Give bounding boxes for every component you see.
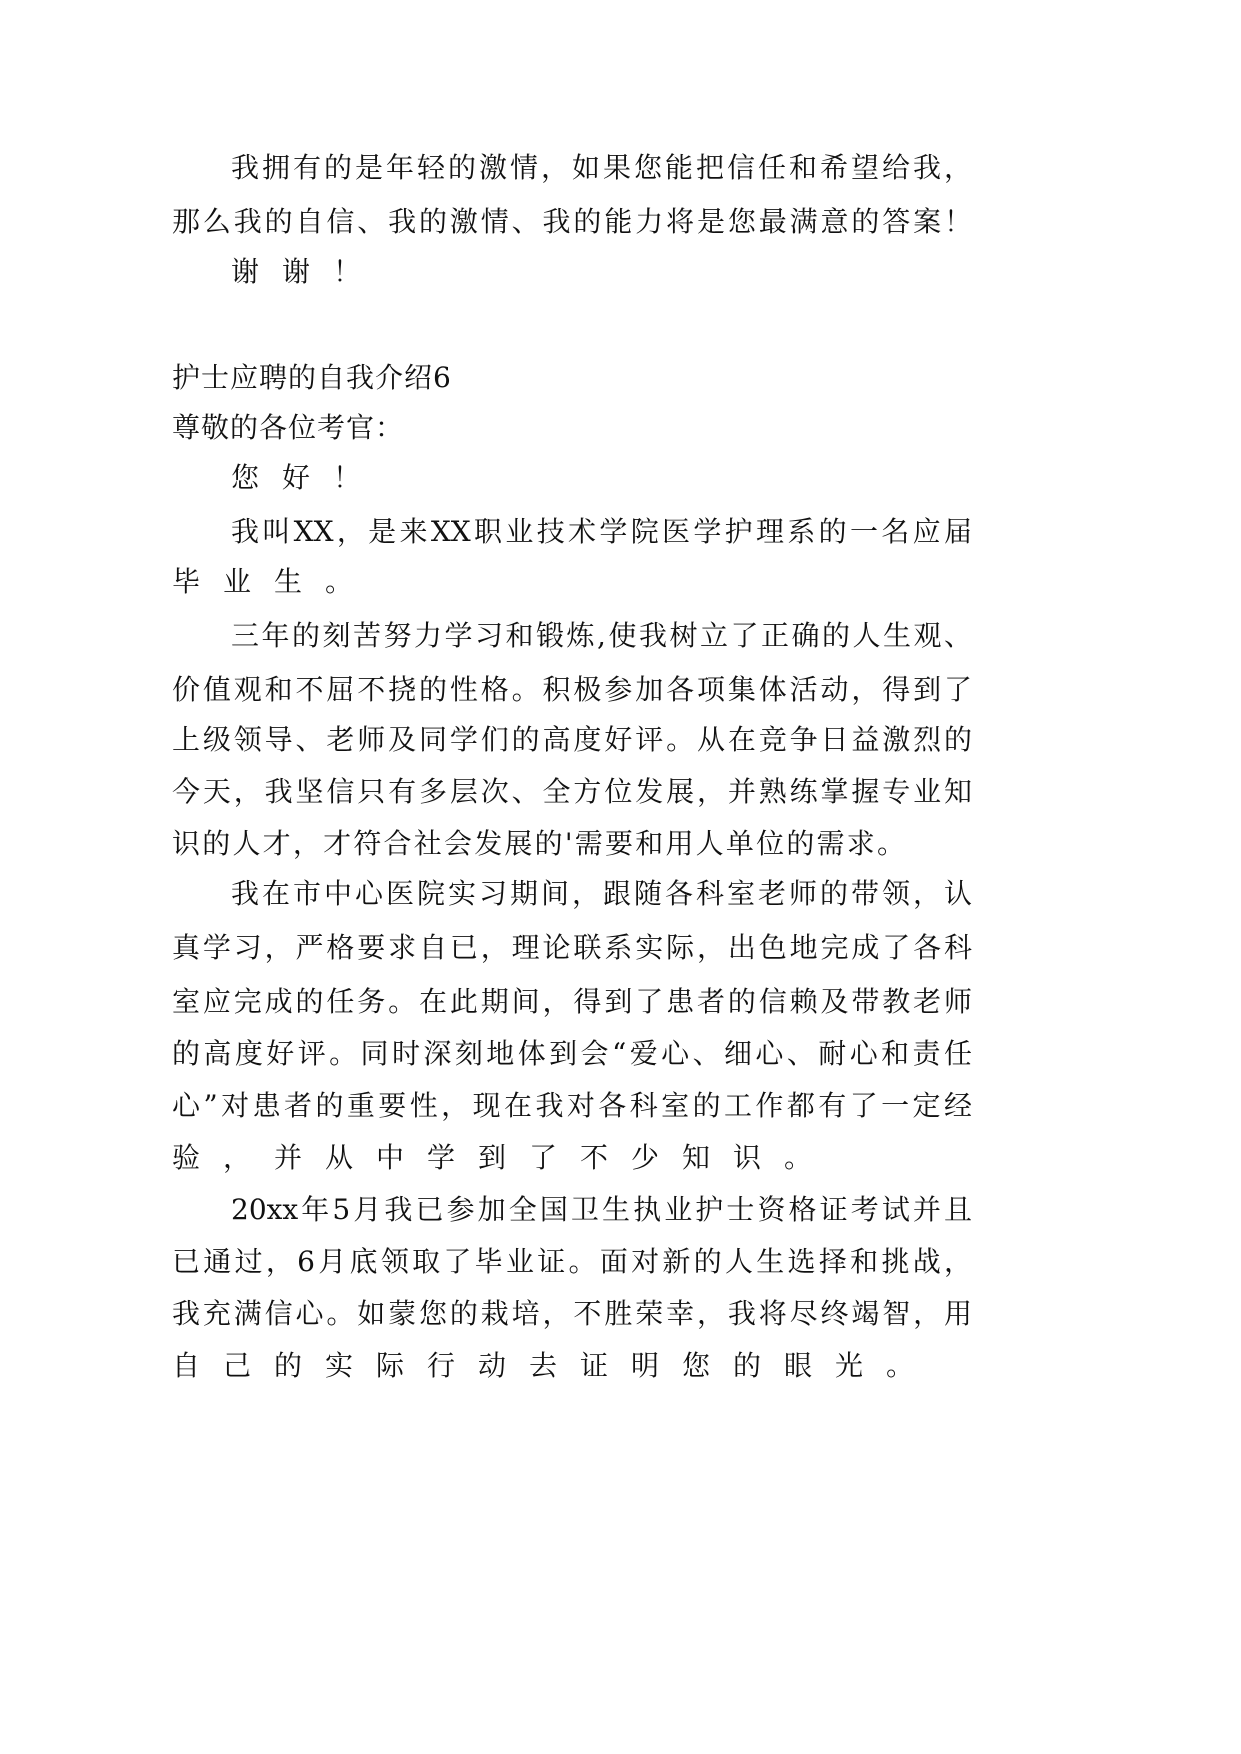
paragraph-line: 室应完成的任务。在此期间，得到了患者的信赖及带教老师	[172, 985, 972, 1018]
paragraph-line: 真学习，严格要求自已，理论联系实际，出色地完成了各科	[172, 931, 972, 964]
paragraph-line: 我叫XX，是来XX职业技术学院医学护理系的一名应届	[231, 515, 972, 548]
section-title: 护士应聘的自我介绍6	[172, 361, 452, 394]
paragraph-line: 自己的实际行动去证明您的眼光。	[172, 1349, 938, 1382]
paragraph-line: 今天，我坚信只有多层次、全方位发展，并熟练掌握专业知	[172, 775, 972, 808]
paragraph-line: 已通过，6月底领取了毕业证。面对新的人生选择和挑战，	[172, 1245, 972, 1278]
paragraph-line: 价值观和不屈不挠的性格。积极参加各项集体活动，得到了	[172, 673, 972, 706]
paragraph-line: 上级领导、老师及同学们的高度好评。从在竞争日益激烈的	[172, 723, 972, 756]
paragraph-line: 那么我的自信、我的激情、我的能力将是您最满意的答案！	[172, 205, 972, 238]
paragraph-line: 心”对患者的重要性，现在我对各科室的工作都有了一定经	[172, 1089, 972, 1122]
greeting: 您好！	[231, 461, 385, 494]
paragraph-line: 我充满信心。如蒙您的栽培，不胜荣幸，我将尽终竭智，用	[172, 1297, 972, 1330]
paragraph-line: 识的人才，才符合社会发展的'需要和用人单位的需求。	[172, 827, 905, 860]
paragraph-line: 的高度好评。同时深刻地体到会“爱心、细心、耐心和责任	[172, 1037, 972, 1070]
paragraph-line: 验，并从中学到了不少知识。	[172, 1141, 836, 1174]
paragraph-line: 我拥有的是年轻的激情，如果您能把信任和希望给我，	[231, 151, 972, 184]
paragraph-line: 我在市中心医院实习期间，跟随各科室老师的带领，认	[231, 877, 972, 910]
salutation: 尊敬的各位考官：	[172, 411, 405, 444]
closing-thanks: 谢谢！	[231, 255, 385, 288]
paragraph-line: 毕业生。	[172, 565, 377, 598]
paragraph-line: 20xx年5月我已参加全国卫生执业护士资格证考试并且	[231, 1193, 972, 1226]
paragraph-line: 三年的刻苦努力学习和锻炼,使我树立了正确的人生观、	[231, 619, 972, 652]
